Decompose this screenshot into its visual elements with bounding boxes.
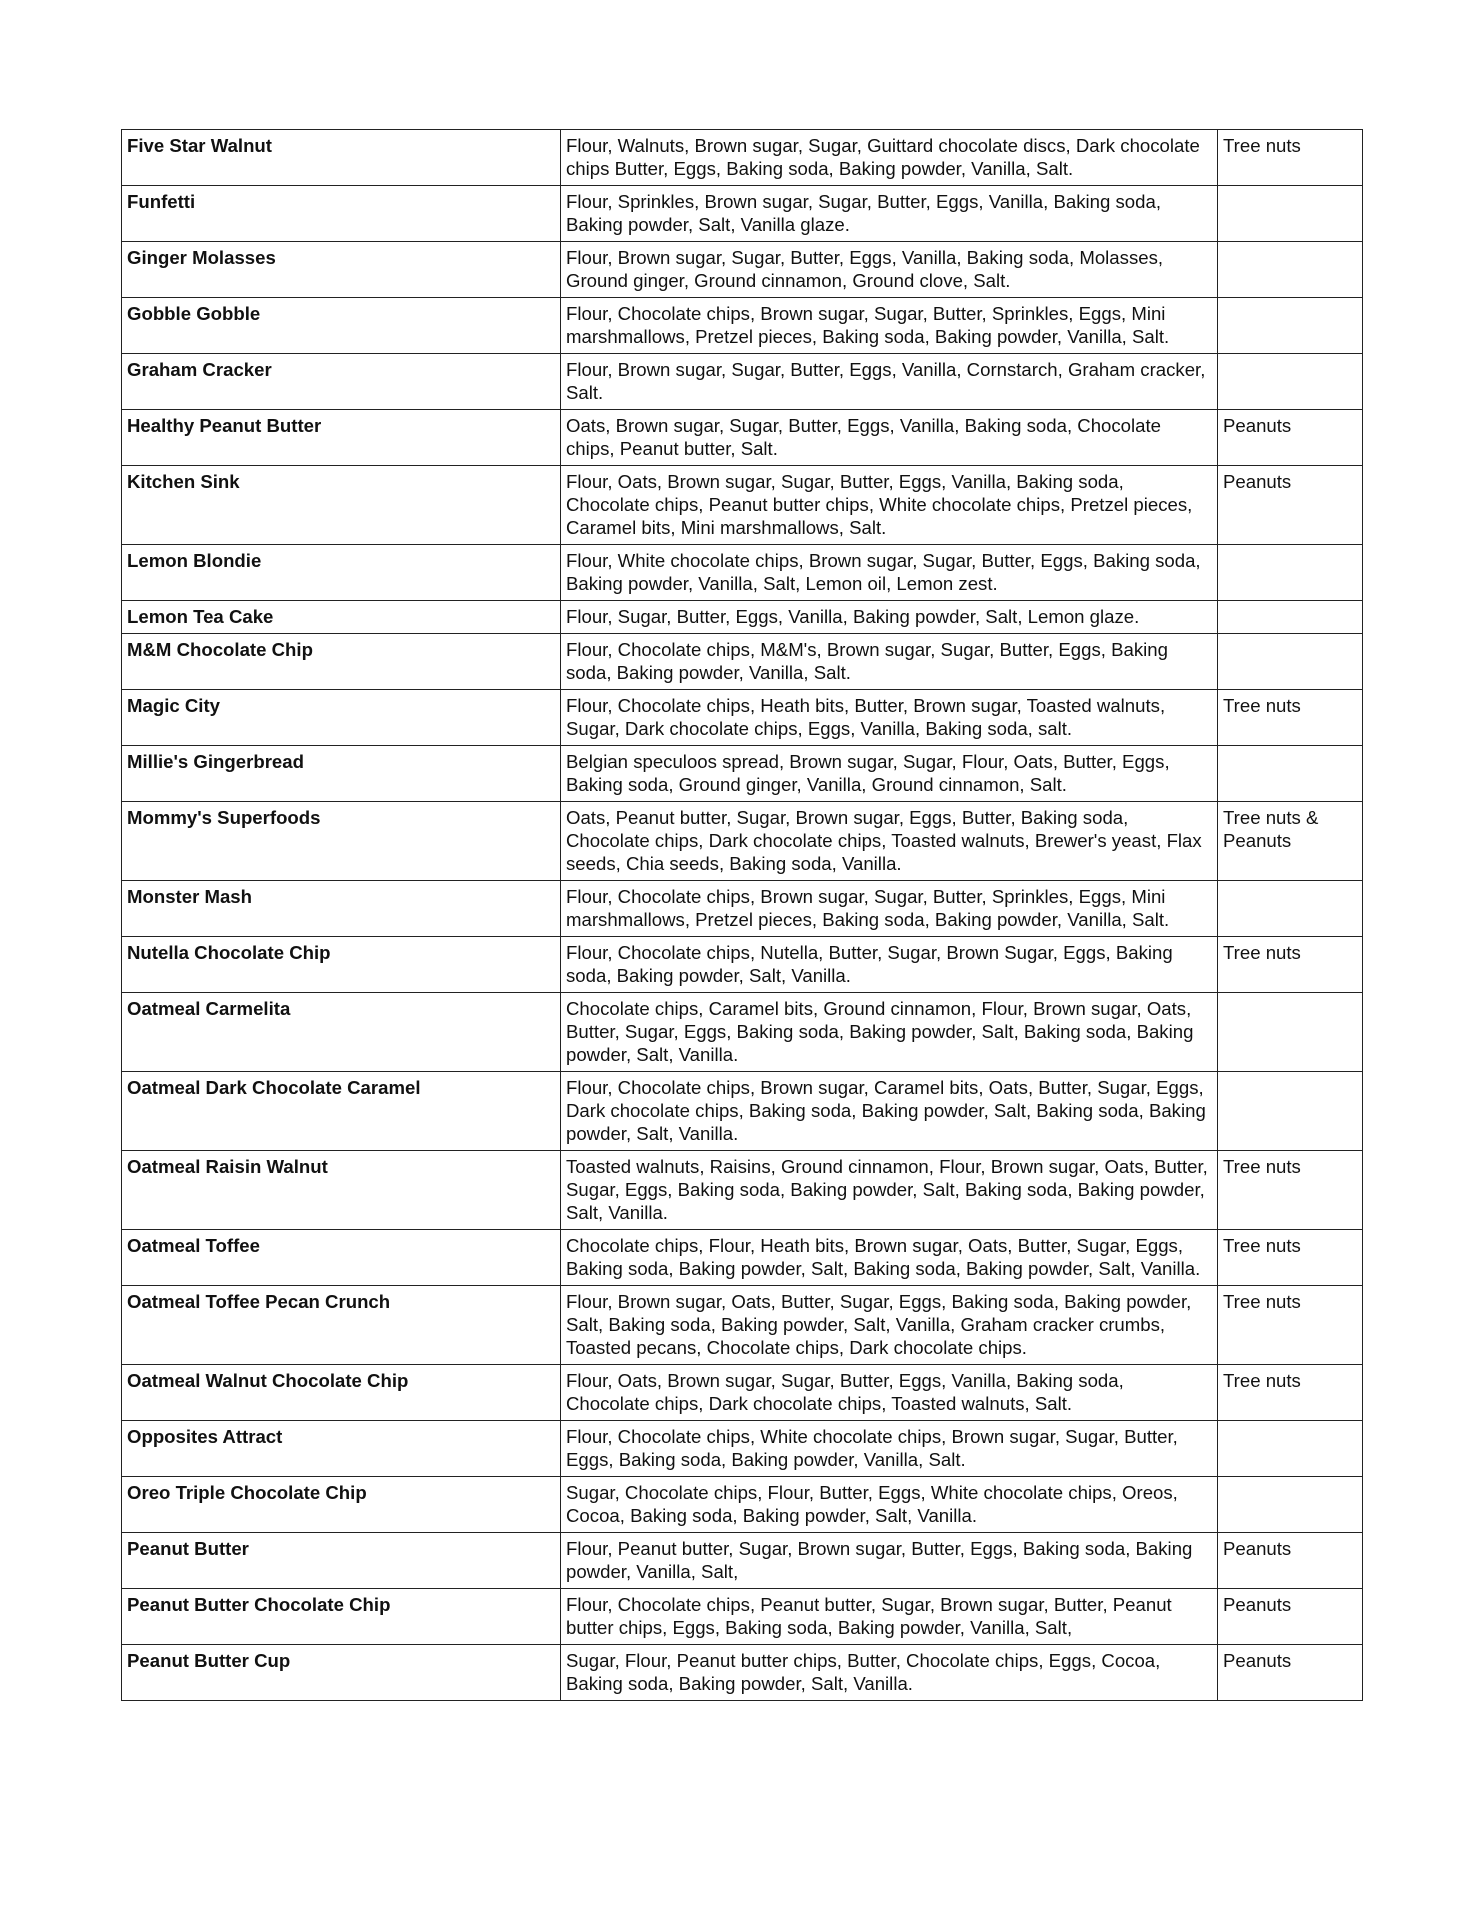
table-row [122, 937, 1363, 993]
cookie-name-cell: Five Star Walnut [122, 130, 561, 186]
cookie-name-cell: Millie's Gingerbread [122, 746, 561, 802]
allergens-cell: Tree nuts [1218, 1151, 1363, 1230]
allergens-cell [1218, 746, 1363, 802]
ingredients-cell: Flour, Chocolate chips, White chocolate chips, Brown sugar, Sugar, Butter, Eggs, Baking soda, Baking powder, Vanilla, Salt. [561, 1421, 1218, 1477]
table-row [122, 298, 1363, 354]
allergens-cell [1218, 1477, 1363, 1533]
allergens-cell [1218, 993, 1363, 1072]
allergens-cell [1218, 354, 1363, 410]
ingredients-cell: Flour, Chocolate chips, Heath bits, Butter, Brown sugar, Toasted walnuts, Sugar, Dark chocolate chips, Eggs, Vanilla, Baking soda, salt. [561, 690, 1218, 746]
table-row [122, 690, 1363, 746]
table-row [122, 1645, 1363, 1701]
table-row [122, 1533, 1363, 1589]
table-row [122, 410, 1363, 466]
table-row [122, 802, 1363, 881]
allergens-cell: Tree nuts [1218, 937, 1363, 993]
ingredients-cell: Flour, Peanut butter, Sugar, Brown sugar, Butter, Eggs, Baking soda, Baking powder, Vanilla, Salt, [561, 1533, 1218, 1589]
cookie-name-cell: Oatmeal Raisin Walnut [122, 1151, 561, 1230]
cookie-name-cell: Oatmeal Walnut Chocolate Chip [122, 1365, 561, 1421]
allergens-cell: Tree nuts [1218, 1230, 1363, 1286]
cookie-name-cell: Oreo Triple Chocolate Chip [122, 1477, 561, 1533]
allergens-cell [1218, 601, 1363, 634]
allergens-cell: Tree nuts & Peanuts [1218, 802, 1363, 881]
ingredients-cell: Flour, Chocolate chips, Peanut butter, Sugar, Brown sugar, Butter, Peanut butter chips, Eggs, Baking soda, Baking powder, Vanilla, Salt, [561, 1589, 1218, 1645]
allergens-cell [1218, 298, 1363, 354]
table-row [122, 186, 1363, 242]
allergens-cell: Peanuts [1218, 1645, 1363, 1701]
cookie-name-cell: Ginger Molasses [122, 242, 561, 298]
cookie-name-cell: Gobble Gobble [122, 298, 561, 354]
cookie-name-cell: Oatmeal Dark Chocolate Caramel [122, 1072, 561, 1151]
allergens-cell [1218, 881, 1363, 937]
cookie-name-cell: Magic City [122, 690, 561, 746]
table-row [122, 1286, 1363, 1365]
cookie-name-cell: Peanut Butter [122, 1533, 561, 1589]
table-row [122, 1151, 1363, 1230]
ingredients-cell: Flour, Oats, Brown sugar, Sugar, Butter, Eggs, Vanilla, Baking soda, Chocolate chips, Dark chocolate chips, Toasted walnuts, Salt. [561, 1365, 1218, 1421]
ingredients-cell: Sugar, Flour, Peanut butter chips, Butter, Chocolate chips, Eggs, Cocoa, Baking soda, Baking powder, Salt, Vanilla. [561, 1645, 1218, 1701]
ingredients-cell: Flour, Sprinkles, Brown sugar, Sugar, Butter, Eggs, Vanilla, Baking soda, Baking powder, Salt, Vanilla glaze. [561, 186, 1218, 242]
table-row [122, 130, 1363, 186]
table-row [122, 746, 1363, 802]
table-row [122, 466, 1363, 545]
ingredients-cell: Flour, Chocolate chips, Brown sugar, Caramel bits, Oats, Butter, Sugar, Eggs, Dark chocolate chips, Baking soda, Baking powder, Salt, Baking soda, Baking powder, Salt, Vanilla. [561, 1072, 1218, 1151]
allergens-cell: Peanuts [1218, 466, 1363, 545]
cookie-name-cell: Kitchen Sink [122, 466, 561, 545]
allergens-cell [1218, 545, 1363, 601]
allergens-cell [1218, 186, 1363, 242]
table-row [122, 1477, 1363, 1533]
cookie-name-cell: Monster Mash [122, 881, 561, 937]
table-row [122, 601, 1363, 634]
allergens-cell: Tree nuts [1218, 1365, 1363, 1421]
cookie-name-cell: Peanut Butter Cup [122, 1645, 561, 1701]
table-row [122, 634, 1363, 690]
table-row [122, 881, 1363, 937]
cookie-name-cell: Nutella Chocolate Chip [122, 937, 561, 993]
table-row [122, 1421, 1363, 1477]
table-row [122, 545, 1363, 601]
table-row [122, 1230, 1363, 1286]
ingredients-cell: Belgian speculoos spread, Brown sugar, Sugar, Flour, Oats, Butter, Eggs, Baking soda, Ground ginger, Vanilla, Ground cinnamon, Salt. [561, 746, 1218, 802]
ingredients-cell: Sugar, Chocolate chips, Flour, Butter, Eggs, White chocolate chips, Oreos, Cocoa, Baking soda, Baking powder, Salt, Vanilla. [561, 1477, 1218, 1533]
cookie-name-cell: Mommy's Superfoods [122, 802, 561, 881]
ingredients-cell: Flour, Brown sugar, Sugar, Butter, Eggs, Vanilla, Baking soda, Molasses, Ground ginger, Ground cinnamon, Ground clove, Salt. [561, 242, 1218, 298]
cookie-name-cell: Funfetti [122, 186, 561, 242]
ingredients-cell: Flour, Brown sugar, Oats, Butter, Sugar, Eggs, Baking soda, Baking powder, Salt, Baking soda, Baking powder, Salt, Vanilla, Graham cracker crumbs, Toasted pecans, Chocolate chips, Dark chocolate chips. [561, 1286, 1218, 1365]
allergens-cell [1218, 1072, 1363, 1151]
ingredients-cell: Toasted walnuts, Raisins, Ground cinnamon, Flour, Brown sugar, Oats, Butter, Sugar, Eggs, Baking soda, Baking powder, Salt, Baking soda, Baking powder, Salt, Vanilla. [561, 1151, 1218, 1230]
ingredients-cell: Flour, Chocolate chips, Brown sugar, Sugar, Butter, Sprinkles, Eggs, Mini marshmallows, Pretzel pieces, Baking soda, Baking powder, Vanilla, Salt. [561, 881, 1218, 937]
cookie-name-cell: Oatmeal Toffee Pecan Crunch [122, 1286, 561, 1365]
cookie-name-cell: Graham Cracker [122, 354, 561, 410]
table-row [122, 354, 1363, 410]
ingredients-cell: Oats, Peanut butter, Sugar, Brown sugar, Eggs, Butter, Baking soda, Chocolate chips, Dark chocolate chips, Toasted walnuts, Brewer's yeast, Flax seeds, Chia seeds, Baking soda, Vanilla. [561, 802, 1218, 881]
allergens-cell: Tree nuts [1218, 1286, 1363, 1365]
allergens-cell: Peanuts [1218, 410, 1363, 466]
allergens-cell: Peanuts [1218, 1589, 1363, 1645]
allergens-cell: Peanuts [1218, 1533, 1363, 1589]
allergens-cell [1218, 1421, 1363, 1477]
ingredients-cell: Flour, Chocolate chips, M&M's, Brown sugar, Sugar, Butter, Eggs, Baking soda, Baking powder, Vanilla, Salt. [561, 634, 1218, 690]
ingredients-cell: Flour, Walnuts, Brown sugar, Sugar, Guittard chocolate discs, Dark chocolate chips Butter, Eggs, Baking soda, Baking powder, Vanilla, Salt. [561, 130, 1218, 186]
table-row [122, 1072, 1363, 1151]
allergens-cell: Tree nuts [1218, 130, 1363, 186]
allergens-cell: Tree nuts [1218, 690, 1363, 746]
ingredients-cell: Flour, Chocolate chips, Nutella, Butter, Sugar, Brown Sugar, Eggs, Baking soda, Baking powder, Salt, Vanilla. [561, 937, 1218, 993]
ingredients-cell: Flour, Oats, Brown sugar, Sugar, Butter, Eggs, Vanilla, Baking soda, Chocolate chips, Peanut butter chips, White chocolate chips, Pretzel pieces, Caramel bits, Mini marshmallows, Salt. [561, 466, 1218, 545]
cookie-name-cell: M&M Chocolate Chip [122, 634, 561, 690]
ingredients-cell: Chocolate chips, Flour, Heath bits, Brown sugar, Oats, Butter, Sugar, Eggs, Baking soda, Baking powder, Salt, Baking soda, Baking powder, Salt, Vanilla. [561, 1230, 1218, 1286]
table-row [122, 1589, 1363, 1645]
allergens-cell [1218, 634, 1363, 690]
ingredients-cell: Flour, Brown sugar, Sugar, Butter, Eggs, Vanilla, Cornstarch, Graham cracker, Salt. [561, 354, 1218, 410]
cookie-name-cell: Healthy Peanut Butter [122, 410, 561, 466]
cookie-name-cell: Oatmeal Toffee [122, 1230, 561, 1286]
cookie-name-cell: Opposites Attract [122, 1421, 561, 1477]
cookie-name-cell: Oatmeal Carmelita [122, 993, 561, 1072]
cookie-name-cell: Lemon Blondie [122, 545, 561, 601]
cookie-name-cell: Lemon Tea Cake [122, 601, 561, 634]
ingredients-cell: Chocolate chips, Caramel bits, Ground cinnamon, Flour, Brown sugar, Oats, Butter, Sugar, Eggs, Baking soda, Baking powder, Salt, Baking soda, Baking powder, Salt, Vanilla. [561, 993, 1218, 1072]
allergens-cell [1218, 242, 1363, 298]
table-row [122, 242, 1363, 298]
ingredients-cell: Oats, Brown sugar, Sugar, Butter, Eggs, Vanilla, Baking soda, Chocolate chips, Peanut butter, Salt. [561, 410, 1218, 466]
table-row [122, 1365, 1363, 1421]
cookie-name-cell: Peanut Butter Chocolate Chip [122, 1589, 561, 1645]
table-body [122, 130, 1363, 1701]
ingredients-cell: Flour, White chocolate chips, Brown sugar, Sugar, Butter, Eggs, Baking soda, Baking powder, Vanilla, Salt, Lemon oil, Lemon zest. [561, 545, 1218, 601]
ingredients-cell: Flour, Sugar, Butter, Eggs, Vanilla, Baking powder, Salt, Lemon glaze. [561, 601, 1218, 634]
table-row [122, 993, 1363, 1072]
ingredients-cell: Flour, Chocolate chips, Brown sugar, Sugar, Butter, Sprinkles, Eggs, Mini marshmallows, Pretzel pieces, Baking soda, Baking powder, Vanilla, Salt. [561, 298, 1218, 354]
cookie-ingredients-table [121, 129, 1363, 1701]
